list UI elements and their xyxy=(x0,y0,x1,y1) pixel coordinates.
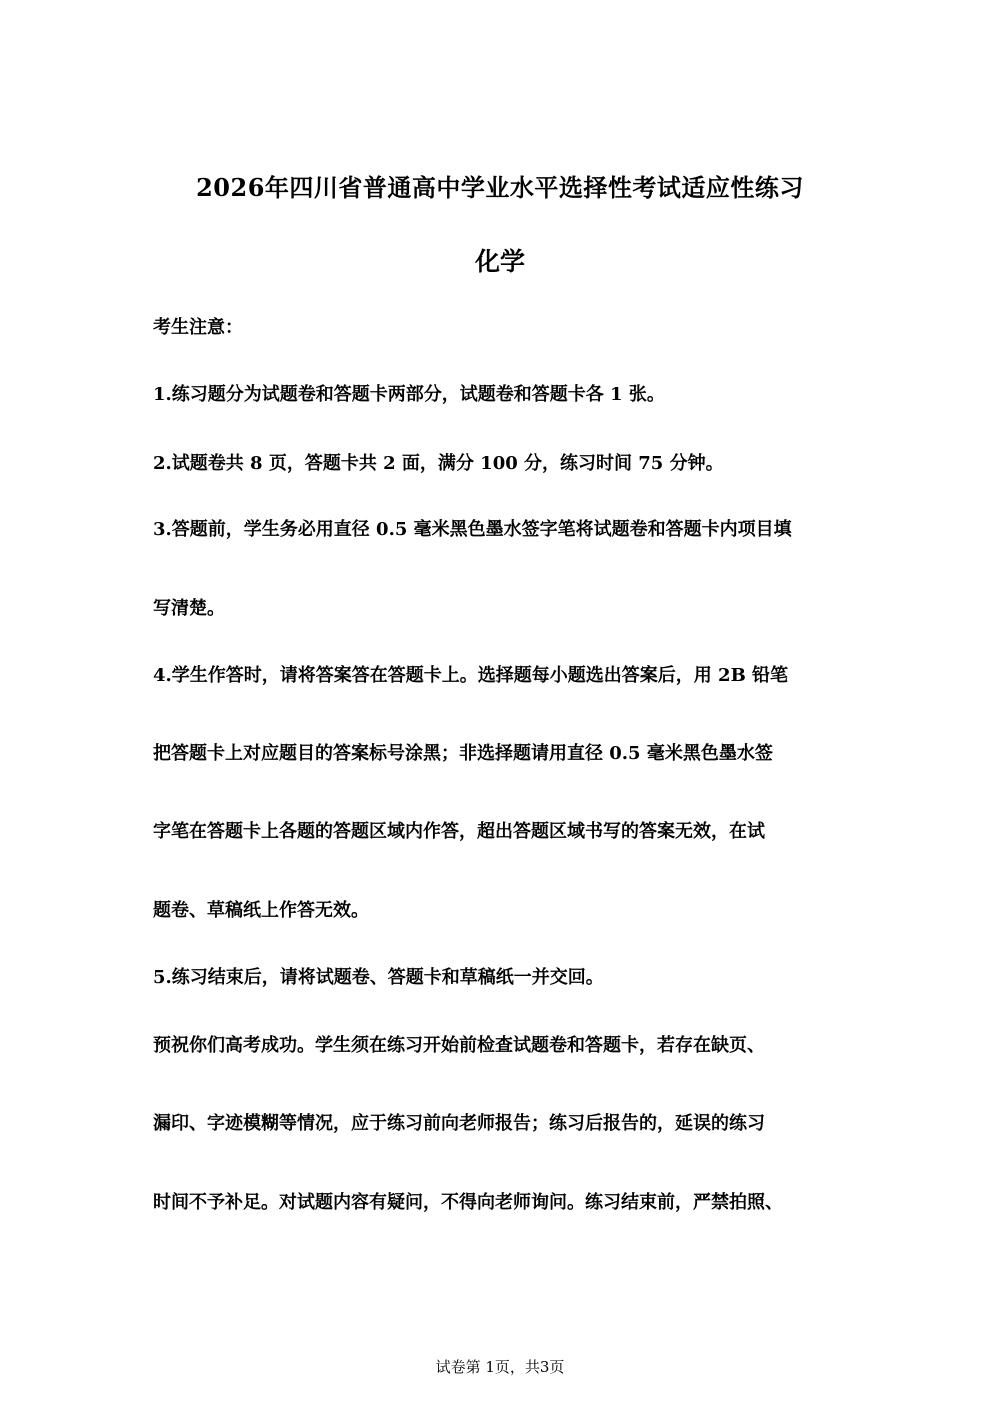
notice-line-2: 2.试题卷共 8 页，答题卡共 2 面，满分 100 分，练习时间 75 分钟。 xyxy=(153,453,724,474)
notice-line-5: 5.练习结束后，请将试题卷、答题卡和草稿纸一并交回。 xyxy=(153,967,604,988)
notice-line-4: 4.学生作答时，请将答案答在答题卡上。选择题每小题选出答案后，用 2B 铅笔 xyxy=(153,665,789,686)
notice-paragraph-line-1: 预祝你们高考成功。学生须在练习开始前检查试题卷和答题卡，若存在缺页、 xyxy=(153,1035,765,1056)
notice-line-4-cont-2: 字笔在答题卡上各题的答题区域内作答，超出答题区域书写的答案无效，在试 xyxy=(153,821,765,842)
page-footer: 试卷第 1页，共3页 xyxy=(435,1358,565,1376)
notice-line-4-cont-3: 题卷、草稿纸上作答无效。 xyxy=(153,900,369,921)
subject-title: 化学 xyxy=(474,247,525,276)
notice-line-3: 3.答题前，学生务必用直径 0.5 毫米黑色墨水签字笔将试题卷和答题卡内项目填 xyxy=(153,519,792,540)
notice-heading: 考生注意： xyxy=(153,317,243,338)
exam-title: 2026年四川省普通高中学业水平选择性考试适应性练习 xyxy=(196,173,804,202)
notice-line-1: 1.练习题分为试题卷和答题卡两部分，试题卷和答题卡各 1 张。 xyxy=(153,384,665,405)
notice-line-4-cont-1: 把答题卡上对应题目的答案标号涂黑；非选择题请用直径 0.5 毫米黑色墨水签 xyxy=(153,743,773,764)
notice-paragraph-line-3: 时间不予补足。对试题内容有疑问，不得向老师询问。练习结束前，严禁拍照、 xyxy=(153,1192,783,1213)
notice-paragraph-line-2: 漏印、字迹模糊等情况，应于练习前向老师报告；练习后报告的，延误的练习 xyxy=(153,1113,765,1134)
notice-line-3-cont: 写清楚。 xyxy=(153,598,225,619)
